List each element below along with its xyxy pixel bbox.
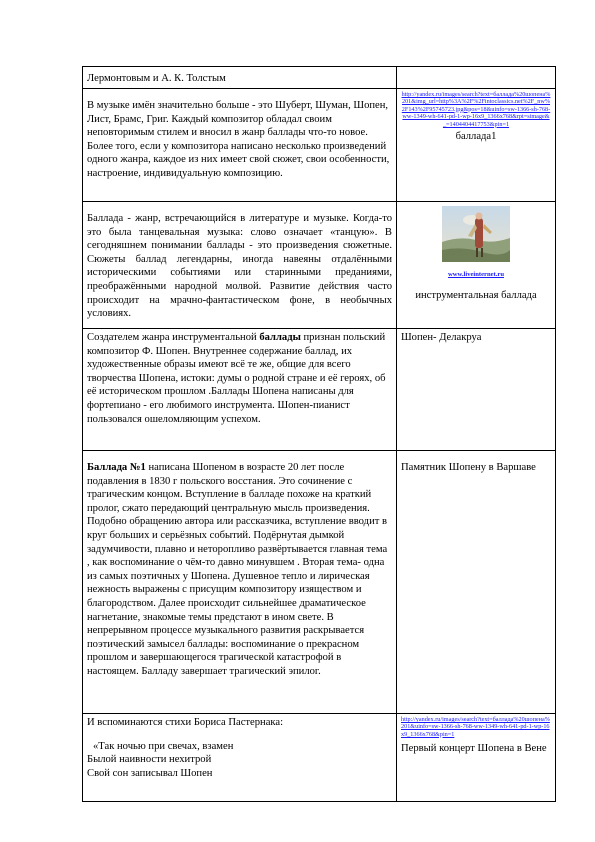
table-row (83, 202, 556, 329)
table-row (83, 714, 556, 802)
table-cell (397, 202, 556, 329)
image-caption: Памятник Шопену в Варшаве (401, 462, 536, 473)
image-link[interactable]: http://yandex.ru/images/search?text=баллада%20шопена%201&uinfo=sw-1366-sh-768-ww-1349-wh-641-pd-1-wp-16x9_1366x768&pin=1 (401, 716, 550, 738)
content-table (82, 66, 556, 802)
balladeer-painting-image (442, 206, 510, 262)
image-caption: баллада1 (455, 131, 497, 143)
table-cell (83, 89, 397, 202)
table-cell (397, 451, 556, 714)
table-cell (83, 329, 397, 451)
cell-text (87, 331, 392, 426)
cell-text (87, 461, 392, 679)
text-run: написана Шопеном в возрасте 20 лет после подавления в 1830 г польского восстания. Это сочинение с трагическим концом. Вступление в балладе похоже на краткий пролог, сжато передающий центральную мысль произведения. Подобно обращению автора или рассказчика, вступление вводит в круг больших и серьёзных событий. Подёрнутая дымкой задумчивости, плавно и неторопливо развёртывается главная тема , как воспоминание о чём-то давно минувшем . Вторая тема- одна из самых поэтичных у Шопена. Душевное тепло и лирическая нежность выражены с присущим композитору изяществом и благородством. Далее происходит сильнейшее драматическое нагнетание, знакомые темы предстают в ином свете. В непрерывном процессе музыкального развития раскрывается поэтический замысел баллады: воспоминание о прекрасном прошлом и завершающегося трагической катастрофой в настоящем. Балладу завершает трагический эпилог. (87, 462, 388, 677)
bold-term: баллады (259, 332, 301, 343)
table-cell (397, 714, 556, 802)
cell-text: Баллада - жанр, встречающийся в литературе и музыке. Когда-то это была танцевальная музыка: слово означает «танцую». В сегодняшнем понимании баллады - это произведения сюжетные. Сюжеты баллад легендарны, иногда навеяны отдалёнными историческими событиями или старинными преданиями, преображёнными народной молвой. Развитие действия часто происходит на мрачно-фантастическом фоне, в необычных условиях. (87, 213, 392, 320)
text-run: признан польский композитор Ф. Шопен. Внутреннее содержание баллад, их художественные образы имеют всё те же, общие для всего творчества Шопена, истоки: думы о родной стране и её героях, об её историческом прошлом .Баллады Шопена написаны для фортепиано - его любимого инструмента. Шопен-пианист пользовался ошеломляющим успехом. (87, 332, 386, 425)
table-cell (83, 714, 397, 802)
image-link[interactable]: http://yandex.ru/images/search?text=баллада%20шопена%201&img_url=http%3A%2F%2Fintoclassics.net%2F_nw%2F143%2F95745723.jpg&pos=18&uinfo=sw-1366-sh-768-ww-1349-wh-641-pd-1-wp-16x9_1366x768&rpt=simage&_=1404404417753&pin=1 (401, 91, 551, 128)
table-row (83, 329, 556, 451)
poem-line: «Так ночью при свечах, взамен (93, 740, 234, 752)
image-caption: Первый концерт Шопена в Вене (401, 743, 547, 755)
poem-line: И вспоминаются стихи Бориса Пастернака: (87, 717, 284, 728)
blank-line (87, 730, 392, 740)
cell-text: В музыке имён значительно больше - это Шуберт, Шуман, Шопен, Лист, Брамс, Григ. Каждый композитор обладал своим неповторимым стилем и вносил в жанр баллады что-то новое. Более того, если у композитора написано несколько произведений одного жанра, каждое из них имеет свой сюжет, свои особенности, настроение, индивидуальную композицию. (87, 100, 390, 179)
table-cell (83, 67, 397, 89)
poem-line: Былой наивности нехитрой (87, 754, 212, 766)
table-cell (397, 89, 556, 202)
table-cell (397, 329, 556, 451)
image-caption: инструментальная баллада (415, 290, 537, 302)
table-row (83, 89, 556, 202)
source-site-link[interactable]: www.liveinternet.ru (447, 270, 505, 278)
bold-term: Баллада №1 (87, 462, 146, 473)
image-wrap (401, 204, 551, 267)
table-row (83, 451, 556, 714)
text-run: Создателем жанра инструментальной (87, 332, 260, 343)
table-row (83, 67, 556, 89)
cell-text: Лермонтовым и А. К. Толстым (87, 73, 226, 84)
poem-line: Свой сон записывал Шопен (87, 767, 213, 779)
table-cell (83, 202, 397, 329)
image-caption: Шопен- Делакруа (401, 332, 482, 343)
table-cell (397, 67, 556, 89)
table-cell (83, 451, 397, 714)
